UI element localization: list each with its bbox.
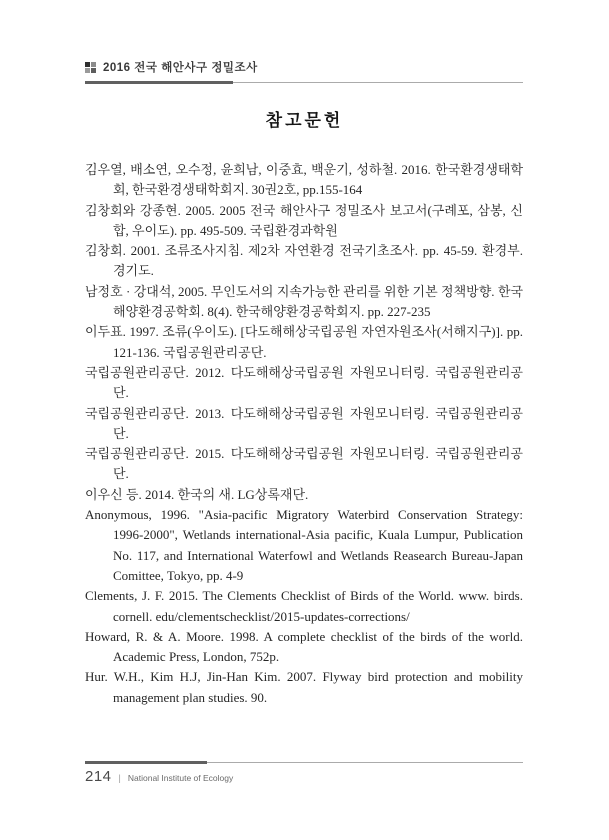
- page-number: 214: [85, 768, 112, 785]
- institute-name: National Institute of Ecology: [127, 773, 234, 783]
- footer-divider: |: [118, 773, 121, 783]
- reference-entry: Howard, R. & A. Moore. 1998. A complete checklist of the birds of the world. Academic Press, London, 752p.: [85, 628, 523, 665]
- reference-entry: 국립공원관리공단. 2012. 다도해해상국립공원 자원모니터링. 국립공원관리공단.: [85, 364, 523, 401]
- reference-entry: Clements, J. F. 2015. The Clements Checklist of Birds of the World. www. birds. cornell. edu/clementschecklist/2015-updates-corrections/: [85, 588, 523, 624]
- reference-entry: Hur. W.H., Kim H.J, Jin-Han Kim. 2007. Flyway bird protection and mobility management plan studies. 90.: [85, 669, 523, 705]
- reference-entry: Anonymous, 1996. "Asia-pacific Migratory Waterbird Conservation Strategy: 1996-2000", Wetlands international-Asia pacific, Kuala Lumpur, Publication No. 117, and International Waterfowl and Wetlands Reasearch Bureau-Japan Comittee, Tokyo, pp. 4-9: [85, 507, 523, 583]
- reference-entry: 국립공원관리공단. 2013. 다도해해상국립공원 자원모니터링. 국립공원관리공단.: [85, 405, 523, 441]
- reference-list: [85, 160, 523, 708]
- page-header: [85, 59, 523, 84]
- section-title: 참고문헌: [265, 111, 344, 130]
- page-footer: [85, 768, 233, 785]
- reference-entry: 국립공원관리공단. 2015. 다도해해상국립공원 자원모니터링. 국립공원관리공단.: [85, 446, 523, 482]
- reference-entry: 이우신 등. 2014. 한국의 새. LG상록재단.: [85, 486, 309, 502]
- reference-entry: 김창회와 강종현. 2005. 2005 전국 해안사구 정밀조사 보고서(구례포, 삼봉, 신합, 우이도). pp. 495-509. 국립환경과학원: [85, 202, 523, 238]
- document-title: 2016 전국 해안사구 정밀조사: [103, 62, 258, 74]
- header-rule: [85, 81, 523, 84]
- footer-rule: [85, 761, 523, 764]
- reference-entry: 남정호 · 강대석, 2005. 무인도서의 지속가능한 관리를 위한 기본 정책방향. 한국해양환경공학회. 8(4). 한국해양환경공학회지. pp. 227-235: [85, 283, 523, 320]
- quad-dot-icon: [85, 62, 96, 73]
- reference-entry: 김창회. 2001. 조류조사지침. 제2차 자연환경 전국기초조사. pp. 45-59. 환경부. 경기도.: [85, 243, 523, 279]
- reference-entry: 이두표. 1997. 조류(우이도). [다도해해상국립공원 자연자원조사(서해지구)]. pp. 121-136. 국립공원관리공단.: [85, 324, 523, 360]
- reference-entry: 김우열, 배소연, 오수정, 윤희남, 이중효, 백운기, 성하철. 2016. 한국환경생태학회, 한국환경생태학회지. 30권2호, pp.155-164: [85, 162, 523, 198]
